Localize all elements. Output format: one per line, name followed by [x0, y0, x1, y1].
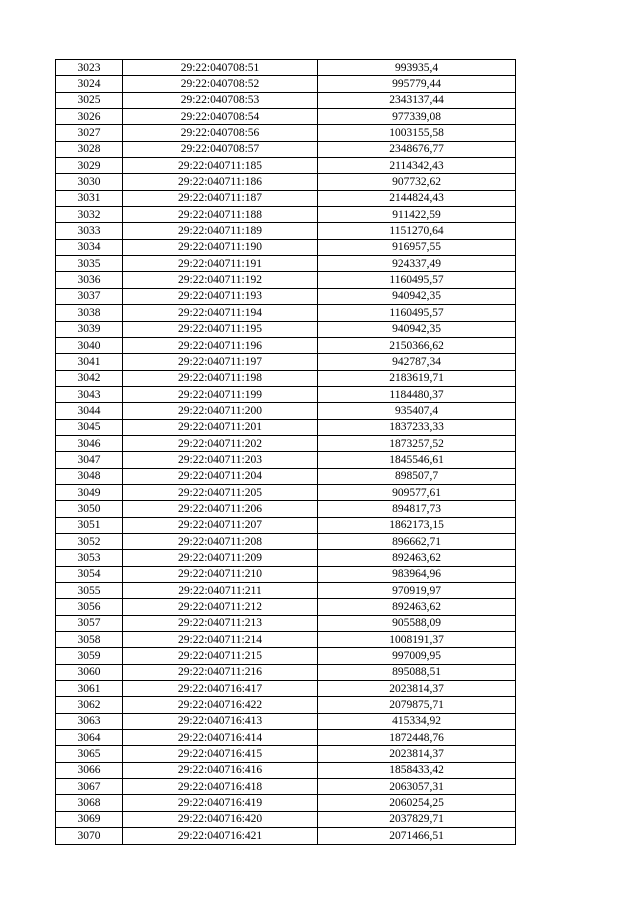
- row-number-cell: 3028: [56, 141, 123, 157]
- row-number-cell: 3031: [56, 190, 123, 206]
- cadastral-number-cell: 29:22:040716:420: [123, 811, 318, 827]
- cadastral-number-cell: 29:22:040711:185: [123, 158, 318, 174]
- row-number-cell: 3050: [56, 501, 123, 517]
- table-row: [56, 419, 516, 435]
- cadastral-number-cell: 29:22:040711:208: [123, 533, 318, 549]
- table-row: [56, 272, 516, 288]
- row-number-cell: 3058: [56, 632, 123, 648]
- table-body: [56, 60, 516, 845]
- row-number-cell: 3036: [56, 272, 123, 288]
- table-row: [56, 648, 516, 664]
- row-number-cell: 3040: [56, 337, 123, 353]
- table-row: [56, 256, 516, 272]
- value-cell: 940942,35: [318, 321, 516, 337]
- value-cell: 2060254,25: [318, 795, 516, 811]
- row-number-cell: 3037: [56, 288, 123, 304]
- row-number-cell: 3039: [56, 321, 123, 337]
- value-cell: 997009,95: [318, 648, 516, 664]
- row-number-cell: 3052: [56, 533, 123, 549]
- row-number-cell: 3070: [56, 828, 123, 844]
- value-cell: 2348676,77: [318, 141, 516, 157]
- value-cell: 905588,09: [318, 615, 516, 631]
- cadastral-number-cell: 29:22:040716:418: [123, 779, 318, 795]
- cadastral-number-cell: 29:22:040711:205: [123, 484, 318, 500]
- value-cell: 940942,35: [318, 288, 516, 304]
- value-cell: 977339,08: [318, 109, 516, 125]
- row-number-cell: 3055: [56, 583, 123, 599]
- table-row: [56, 158, 516, 174]
- table-row: [56, 337, 516, 353]
- table-row: [56, 730, 516, 746]
- cadastral-number-cell: 29:22:040716:421: [123, 828, 318, 844]
- value-cell: 892463,62: [318, 599, 516, 615]
- table-row: [56, 370, 516, 386]
- table-row: [56, 550, 516, 566]
- cadastral-number-cell: 29:22:040711:209: [123, 550, 318, 566]
- row-number-cell: 3054: [56, 566, 123, 582]
- cadastral-number-cell: 29:22:040716:413: [123, 713, 318, 729]
- row-number-cell: 3042: [56, 370, 123, 386]
- cadastral-number-cell: 29:22:040716:422: [123, 697, 318, 713]
- table-row: [56, 517, 516, 533]
- cadastral-number-cell: 29:22:040708:54: [123, 109, 318, 125]
- table-row: [56, 141, 516, 157]
- cadastral-number-cell: 29:22:040711:202: [123, 435, 318, 451]
- cadastral-number-cell: 29:22:040711:192: [123, 272, 318, 288]
- value-cell: 2023814,37: [318, 746, 516, 762]
- value-cell: 2144824,43: [318, 190, 516, 206]
- table-row: [56, 681, 516, 697]
- row-number-cell: 3023: [56, 60, 123, 76]
- cadastral-number-cell: 29:22:040708:53: [123, 92, 318, 108]
- row-number-cell: 3034: [56, 239, 123, 255]
- row-number-cell: 3027: [56, 125, 123, 141]
- table-row: [56, 60, 516, 76]
- row-number-cell: 3053: [56, 550, 123, 566]
- table-row: [56, 713, 516, 729]
- table-row: [56, 501, 516, 517]
- cadastral-number-cell: 29:22:040711:211: [123, 583, 318, 599]
- value-cell: 892463,62: [318, 550, 516, 566]
- value-cell: 1862173,15: [318, 517, 516, 533]
- value-cell: 2183619,71: [318, 370, 516, 386]
- row-number-cell: 3068: [56, 795, 123, 811]
- table-row: [56, 599, 516, 615]
- cadastral-number-cell: 29:22:040716:419: [123, 795, 318, 811]
- row-number-cell: 3043: [56, 386, 123, 402]
- value-cell: 2079875,71: [318, 697, 516, 713]
- value-cell: 1160495,57: [318, 272, 516, 288]
- value-cell: 1873257,52: [318, 435, 516, 451]
- row-number-cell: 3045: [56, 419, 123, 435]
- cadastral-number-cell: 29:22:040711:210: [123, 566, 318, 582]
- cadastral-number-cell: 29:22:040711:206: [123, 501, 318, 517]
- table-row: [56, 664, 516, 680]
- cadastral-number-cell: 29:22:040711:186: [123, 174, 318, 190]
- value-cell: 935407,4: [318, 403, 516, 419]
- cadastral-number-cell: 29:22:040711:214: [123, 632, 318, 648]
- table-row: [56, 615, 516, 631]
- cadastral-number-cell: 29:22:040711:197: [123, 354, 318, 370]
- row-number-cell: 3025: [56, 92, 123, 108]
- row-number-cell: 3061: [56, 681, 123, 697]
- cadastral-number-cell: 29:22:040711:191: [123, 256, 318, 272]
- value-cell: 1008191,37: [318, 632, 516, 648]
- row-number-cell: 3056: [56, 599, 123, 615]
- row-number-cell: 3051: [56, 517, 123, 533]
- table-row: [56, 288, 516, 304]
- cadastral-number-cell: 29:22:040708:51: [123, 60, 318, 76]
- row-number-cell: 3066: [56, 762, 123, 778]
- table-row: [56, 223, 516, 239]
- cadastral-number-cell: 29:22:040716:417: [123, 681, 318, 697]
- row-number-cell: 3048: [56, 468, 123, 484]
- value-cell: 2037829,71: [318, 811, 516, 827]
- value-cell: 995779,44: [318, 76, 516, 92]
- value-cell: 942787,34: [318, 354, 516, 370]
- value-cell: 993935,4: [318, 60, 516, 76]
- table-row: [56, 239, 516, 255]
- cadastral-number-cell: 29:22:040711:198: [123, 370, 318, 386]
- cadastral-number-cell: 29:22:040711:212: [123, 599, 318, 615]
- row-number-cell: 3029: [56, 158, 123, 174]
- table-row: [56, 828, 516, 844]
- value-cell: 1837233,33: [318, 419, 516, 435]
- cadastral-number-cell: 29:22:040711:216: [123, 664, 318, 680]
- value-cell: 1184480,37: [318, 386, 516, 402]
- value-cell: 898507,7: [318, 468, 516, 484]
- row-number-cell: 3059: [56, 648, 123, 664]
- table-row: [56, 435, 516, 451]
- cadastral-number-cell: 29:22:040711:188: [123, 207, 318, 223]
- table-row: [56, 762, 516, 778]
- row-number-cell: 3041: [56, 354, 123, 370]
- cadastral-number-cell: 29:22:040711:203: [123, 452, 318, 468]
- table-row: [56, 484, 516, 500]
- value-cell: 2114342,43: [318, 158, 516, 174]
- cadastral-number-cell: 29:22:040711:189: [123, 223, 318, 239]
- value-cell: 2150366,62: [318, 337, 516, 353]
- table-row: [56, 468, 516, 484]
- row-number-cell: 3035: [56, 256, 123, 272]
- cadastral-number-cell: 29:22:040711:190: [123, 239, 318, 255]
- value-cell: 894817,73: [318, 501, 516, 517]
- row-number-cell: 3062: [56, 697, 123, 713]
- value-cell: 1151270,64: [318, 223, 516, 239]
- row-number-cell: 3033: [56, 223, 123, 239]
- cadastral-value-table: [55, 59, 516, 845]
- table-row: [56, 386, 516, 402]
- table-row: [56, 746, 516, 762]
- value-cell: 907732,62: [318, 174, 516, 190]
- row-number-cell: 3044: [56, 403, 123, 419]
- row-number-cell: 3069: [56, 811, 123, 827]
- table-row: [56, 321, 516, 337]
- cadastral-number-cell: 29:22:040711:215: [123, 648, 318, 664]
- row-number-cell: 3024: [56, 76, 123, 92]
- cadastral-number-cell: 29:22:040711:200: [123, 403, 318, 419]
- cadastral-number-cell: 29:22:040711:196: [123, 337, 318, 353]
- table-row: [56, 452, 516, 468]
- row-number-cell: 3046: [56, 435, 123, 451]
- value-cell: 911422,59: [318, 207, 516, 223]
- value-cell: 924337,49: [318, 256, 516, 272]
- value-cell: 2063057,31: [318, 779, 516, 795]
- cadastral-number-cell: 29:22:040708:52: [123, 76, 318, 92]
- row-number-cell: 3060: [56, 664, 123, 680]
- table-row: [56, 795, 516, 811]
- table-row: [56, 354, 516, 370]
- value-cell: 896662,71: [318, 533, 516, 549]
- row-number-cell: 3057: [56, 615, 123, 631]
- value-cell: 1872448,76: [318, 730, 516, 746]
- cadastral-number-cell: 29:22:040708:56: [123, 125, 318, 141]
- value-cell: 916957,55: [318, 239, 516, 255]
- cadastral-number-cell: 29:22:040711:187: [123, 190, 318, 206]
- table-row: [56, 174, 516, 190]
- table-row: [56, 305, 516, 321]
- row-number-cell: 3065: [56, 746, 123, 762]
- table-row: [56, 92, 516, 108]
- value-cell: 895088,51: [318, 664, 516, 680]
- row-number-cell: 3026: [56, 109, 123, 125]
- table-row: [56, 779, 516, 795]
- table-row: [56, 583, 516, 599]
- value-cell: 2071466,51: [318, 828, 516, 844]
- value-cell: 1160495,57: [318, 305, 516, 321]
- value-cell: 1003155,58: [318, 125, 516, 141]
- table-row: [56, 697, 516, 713]
- row-number-cell: 3047: [56, 452, 123, 468]
- cadastral-number-cell: 29:22:040716:416: [123, 762, 318, 778]
- cadastral-number-cell: 29:22:040716:414: [123, 730, 318, 746]
- value-cell: 415334,92: [318, 713, 516, 729]
- table-row: [56, 76, 516, 92]
- value-cell: 2023814,37: [318, 681, 516, 697]
- cadastral-number-cell: 29:22:040711:207: [123, 517, 318, 533]
- cadastral-number-cell: 29:22:040711:199: [123, 386, 318, 402]
- cadastral-number-cell: 29:22:040711:194: [123, 305, 318, 321]
- row-number-cell: 3067: [56, 779, 123, 795]
- row-number-cell: 3030: [56, 174, 123, 190]
- row-number-cell: 3032: [56, 207, 123, 223]
- value-cell: 1858433,42: [318, 762, 516, 778]
- table-row: [56, 125, 516, 141]
- row-number-cell: 3049: [56, 484, 123, 500]
- cadastral-number-cell: 29:22:040711:204: [123, 468, 318, 484]
- table-row: [56, 109, 516, 125]
- table-row: [56, 811, 516, 827]
- value-cell: 983964,96: [318, 566, 516, 582]
- cadastral-number-cell: 29:22:040711:193: [123, 288, 318, 304]
- cadastral-number-cell: 29:22:040716:415: [123, 746, 318, 762]
- cadastral-number-cell: 29:22:040711:201: [123, 419, 318, 435]
- table-row: [56, 632, 516, 648]
- table-row: [56, 533, 516, 549]
- value-cell: 2343137,44: [318, 92, 516, 108]
- table-row: [56, 190, 516, 206]
- row-number-cell: 3064: [56, 730, 123, 746]
- table-row: [56, 566, 516, 582]
- value-cell: 909577,61: [318, 484, 516, 500]
- cadastral-number-cell: 29:22:040711:213: [123, 615, 318, 631]
- cadastral-number-cell: 29:22:040708:57: [123, 141, 318, 157]
- row-number-cell: 3038: [56, 305, 123, 321]
- table-row: [56, 207, 516, 223]
- value-cell: 1845546,61: [318, 452, 516, 468]
- cadastral-number-cell: 29:22:040711:195: [123, 321, 318, 337]
- table-row: [56, 403, 516, 419]
- row-number-cell: 3063: [56, 713, 123, 729]
- value-cell: 970919,97: [318, 583, 516, 599]
